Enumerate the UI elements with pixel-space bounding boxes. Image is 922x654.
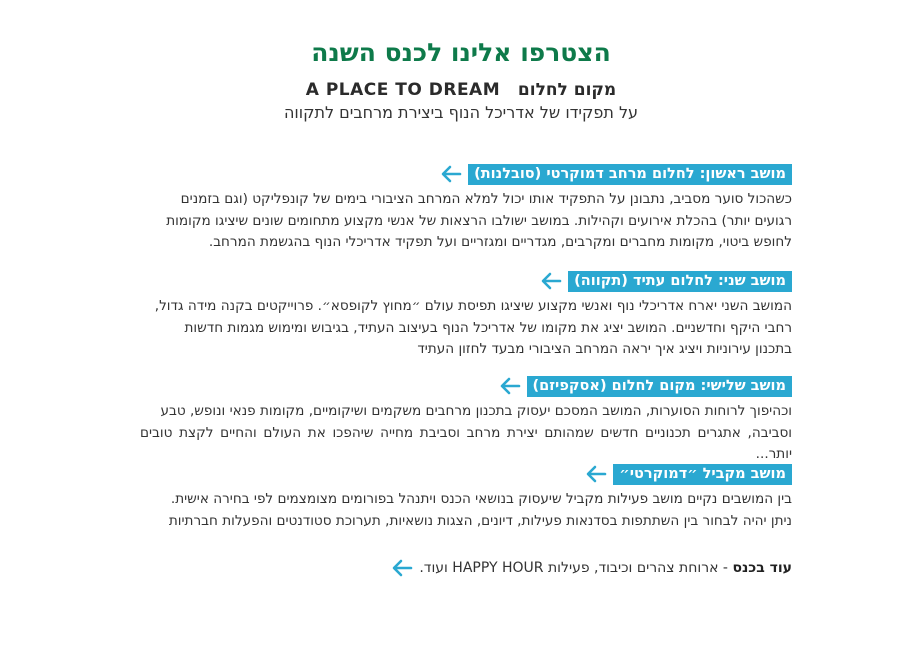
session-third [140,375,792,466]
session-parallel [140,463,792,532]
text-line: בין המושבים נקיים מושב פעילות מקביל שיעסוק בנושאי הכנס ויתנהל בפורומים מצומצמים לפי בחירה אישית. [170,491,792,507]
conference-subtitle [0,80,922,100]
text-line: לחופש ביטוי, מקומות מחברים ומקרבים, מגדריים ומגזריים ועל תפקיד אדריכלי הנוף בהגשמת המרחב. [208,234,792,250]
arrow-left-icon [391,557,413,579]
text-line: וסביבה, אתגרים תכנוניים חדשים שמהותם יצירת מרחב וסביבת מחייה שיהפכו את העולם והחיים לקצת טובים יותר... [140,424,792,462]
arrow-left-icon [540,270,562,292]
tagline: על תפקידו של אדריכל הנוף ביצירת מרחבים לתקווה [283,103,639,122]
text-line: וכהיפוך לרוחות הסוערות, המושב המסכם יעסוק בתכנון מרחבים משקמים ושיקומיים, מקומות פנאי ונופש, טבע [160,403,792,419]
extra-info [140,557,792,579]
session-first [140,163,792,254]
session-description [140,401,792,466]
arrow-left-icon [499,375,521,397]
session-description [140,296,792,361]
extra-text [419,560,792,576]
extra-bold: עוד בכנס [732,560,792,576]
text-line: המושב השני יארח אדריכלי נוף ואנשי מקצוע שיציגו תפיסת עולם ״מחוץ לקופסא״. פרוייקטים בקנה מידה גדול, [154,298,792,314]
arrow-left-icon [585,463,607,485]
text-line: רגועים יותר) בהכלת אירועים וקהילות. במושב ישולבו הרצאות של אנשי מקצוע מתחומים שונים שיציגו מקומות [166,212,792,229]
session-header [140,463,792,485]
session-label: מושב שני: לחלום עתיד (תקווה) [568,271,792,292]
session-header [140,375,792,397]
arrow-left-icon [440,163,462,185]
session-label: מושב שלישי: מקום לחלום (אסקפיזם) [527,376,792,397]
text-line: רחבי היקף וחדשניים. המושב יציג את מקומו של אדריכל הנוף בעיצוב העתיד, בגיבוש ומימוש מגמות חדשות [184,319,792,336]
session-description [140,189,792,254]
text-line: כשהכול סוער מסביב, נתבונן על התפקיד אותו יכול למלא המרחב הציבורי בימים של קונפליקט (וגם בזמנים [180,191,792,207]
text-line: ניתן יהיה לבחור בין השתתפות בסדנאות פעילות, דיונים, הצגות נושאיות, תערוכת סטודנטים והפעלות חברתיות [168,512,792,529]
session-label: מושב ראשון: לחלום מרחב דמוקרטי (סובלנות) [468,164,792,185]
page-title: הצטרפו אלינו לכנס השנה [311,38,611,67]
subtitle-hebrew: מקום לחלום [517,80,617,100]
session-second [140,270,792,361]
session-header [140,163,792,185]
text-line: בתכנון עירוניות ויציג איך יראה המרחב הציבורי מבעד לחזון העתיד [417,341,792,357]
subtitle-english: A PLACE TO DREAM [305,80,501,100]
extra-detail: - ארוחת צהרים וכיבוד, פעילות HAPPY HOUR ועוד. [419,560,733,576]
session-header [140,270,792,292]
session-label: מושב מקביל ״דמוקרטי״ [613,464,792,485]
session-description [140,489,792,532]
